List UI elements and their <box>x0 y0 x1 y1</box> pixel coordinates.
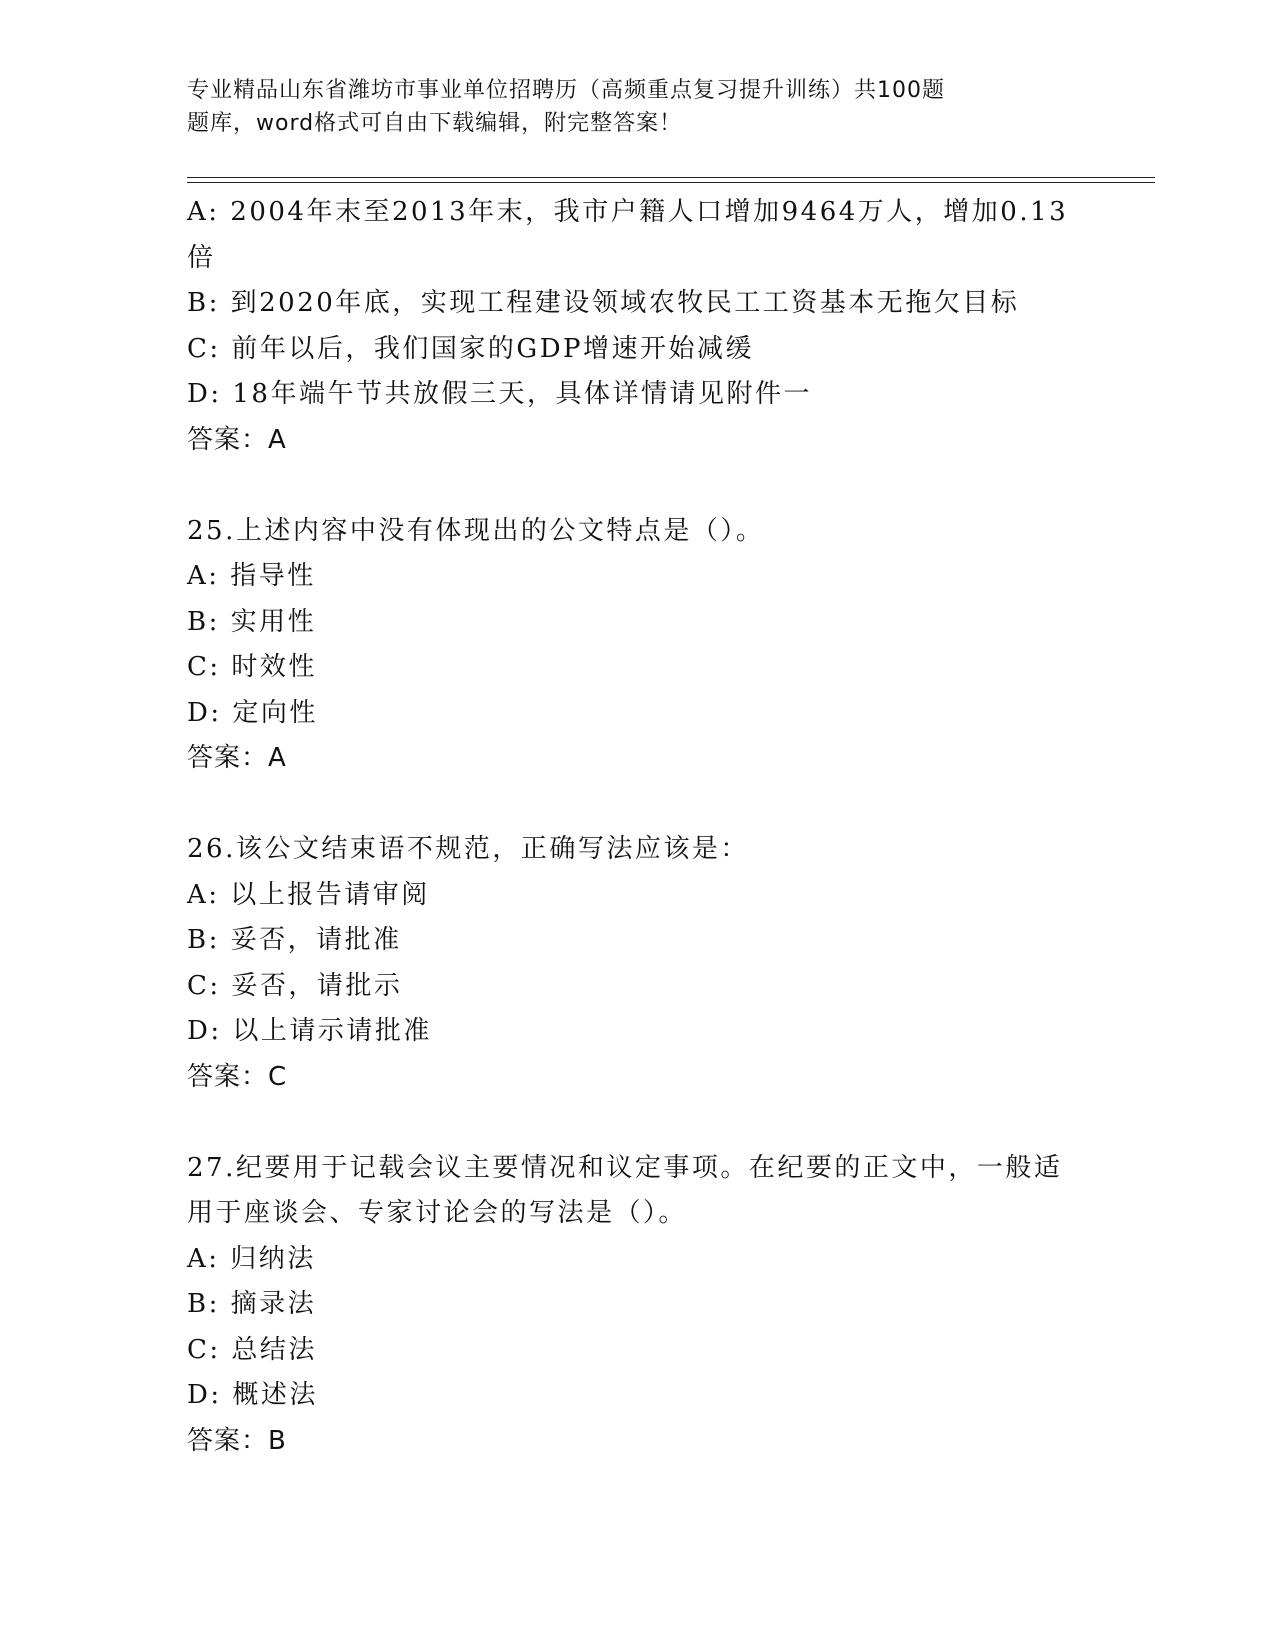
option-c: C: 前年以后，我们国家的GDP增速开始减缓 <box>187 333 755 364</box>
option-b: B: 妥否，请批准 <box>187 925 402 955</box>
answer: 答案：A <box>187 424 287 455</box>
header-divider-top <box>187 177 1155 178</box>
option-a-line-2: 倍 <box>187 242 216 273</box>
option-d: D: 以上请示请批准 <box>187 1016 432 1046</box>
question-24-block <box>187 190 1087 463</box>
question-text: 26.该公文结束语不规范，正确写法应该是： <box>187 834 749 864</box>
question-27-block <box>187 1146 1087 1465</box>
answer: 答案：B <box>187 1425 287 1456</box>
option-a: A: 以上报告请审阅 <box>187 879 430 910</box>
header-divider-bottom <box>187 182 1155 183</box>
answer: 答案：C <box>187 1061 288 1092</box>
answer: 答案：A <box>187 743 287 773</box>
document-body <box>187 190 1087 1464</box>
option-d: D: 定向性 <box>187 697 318 728</box>
option-b: B: 实用性 <box>187 606 317 637</box>
question-text: 25.上述内容中没有体现出的公文特点是（）。 <box>187 515 765 546</box>
option-b: B: 到2020年底，实现工程建设领域农牧民工工资基本无拖欠目标 <box>187 288 1020 318</box>
header-title-line-1: 专业精品山东省潍坊市事业单位招聘历（高频重点复习提升训练）共100题 <box>187 78 945 103</box>
option-c: C: 妥否，请批示 <box>187 970 403 1001</box>
question-text-line-2: 用于座谈会、专家讨论会的写法是（）。 <box>187 1198 688 1228</box>
spacer <box>187 463 1087 509</box>
header-title-line-2: 题库，word格式可自由下载编辑，附完整答案！ <box>187 111 683 136</box>
option-a-line-1: A: 2004年末至2013年末，我市户籍人口增加9464万人，增加0.13 <box>187 197 1069 227</box>
option-a: A: 指导性 <box>187 561 316 591</box>
spacer <box>187 1100 1087 1146</box>
option-a: A: 归纳法 <box>187 1243 316 1274</box>
option-c: C: 时效性 <box>187 652 317 682</box>
spacer <box>187 782 1087 828</box>
question-text-line-1: 27.纪要用于记载会议主要情况和议定事项。在纪要的正文中，一般适 <box>187 1152 1063 1183</box>
option-d: D: 概述法 <box>187 1380 318 1410</box>
option-d: D: 18年端午节共放假三天，具体详情请见附件一 <box>187 379 812 409</box>
question-26-block <box>187 827 1087 1100</box>
option-c: C: 总结法 <box>187 1334 317 1365</box>
option-b: B: 摘录法 <box>187 1289 317 1319</box>
question-25-block <box>187 509 1087 782</box>
document-header <box>187 74 1047 140</box>
